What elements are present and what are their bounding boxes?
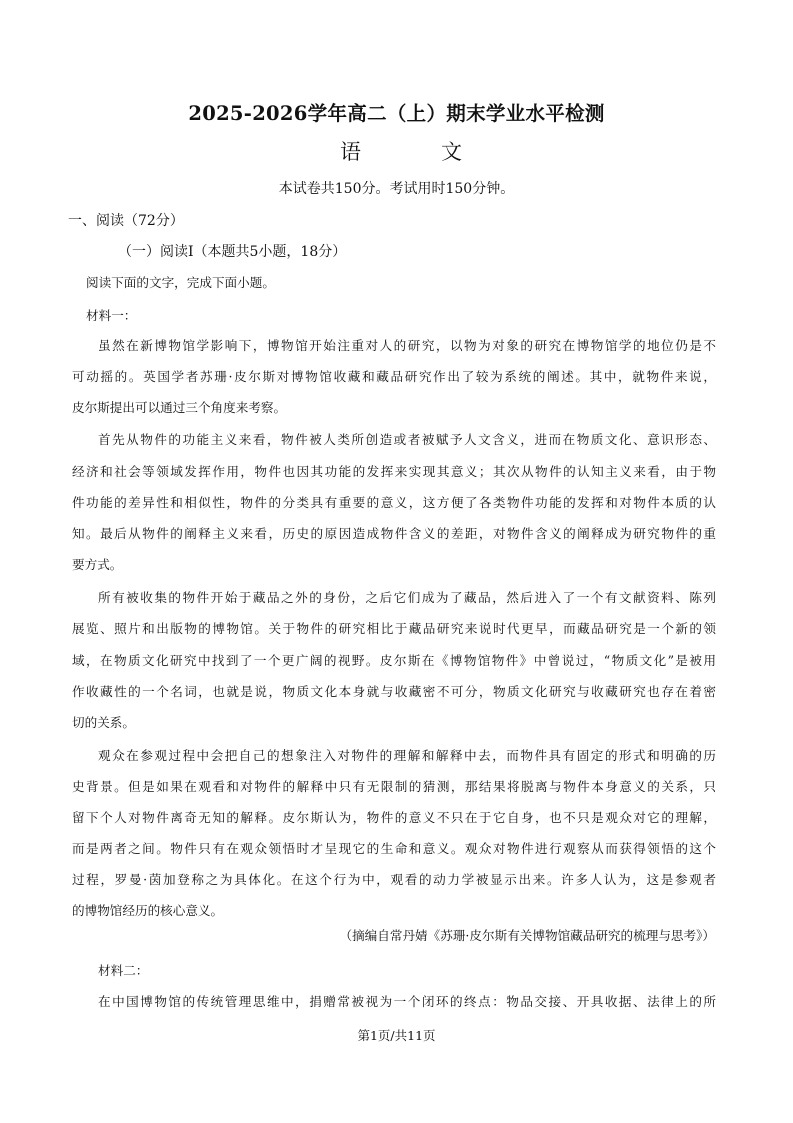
material1-label: 材料一： (86, 308, 137, 323)
text-line: 所有被收集的物件开始于藏品之外的身份，之后它们成为了藏品，然后进入了一个有文献资料、陈列 (98, 590, 716, 605)
source-citation: （摘编自常丹婧《苏珊·皮尔斯有关博物馆藏品研究的梳理与思考》） (339, 928, 715, 943)
text-line: 首先从物件的功能主义来看，物件被人类所创造或者被赋予人文含义，进而在物质文化、意识形态、 (98, 432, 716, 447)
text-line: 知。最后从物件的阐释主义来看，历史的原因造成物件含义的差距，对物件含义的阐释成为研究物件的重 (72, 526, 716, 541)
instruction-text: 阅读下面的文字，完成下面小题。 (86, 275, 275, 290)
text-line: 切的关系。 (72, 715, 135, 730)
text-line: 皮尔斯提出可以通过三个角度来考察。 (72, 400, 287, 415)
text-line: 过程，罗曼·茵加登称之为具体化。在这个行为中，观看的动力学被显示出来。许多人认为，这是参观者 (72, 872, 716, 887)
text-line: 留下个人对物件离奇无知的解释。皮尔斯认为，物件的意义不只在于它自身，也不只是观众对它的理解， (72, 810, 716, 825)
text-line: 经济和社会等领域发挥作用，物件也因其功能的发挥来实现其意义；其次从物件的认知主义来看，由于物 (72, 464, 716, 479)
text-line: 的博物馆经历的核心意义。 (72, 903, 224, 918)
text-line: 而是两者之间。物件只有在观众领悟时才呈现它的生命和意义。观众对物件进行观察从而获得领悟的这个 (72, 841, 716, 856)
page-number: 第1页/共11页 (357, 1028, 436, 1043)
exam-title: 2025-2026学年高二（上）期末学业水平检测 (188, 102, 605, 125)
text-line: 件功能的差异性和相似性，物件的分类具有重要的意义，这方便了各类物件功能的发挥和对物件本质的认 (72, 495, 716, 510)
text-line: 在中国博物馆的传统管理思维中，捐赠常被视为一个闭环的终点：物品交接、开具收据、法律上的所 (98, 994, 716, 1009)
text-line: 可动摇的。英国学者苏珊·皮尔斯对博物馆收藏和藏品研究作出了较为系统的阐述。其中，就物件来说， (72, 369, 716, 384)
section-heading: 一、阅读（72分） (68, 213, 184, 229)
text-line: 观众在参观过程中会把自己的想象注入对物件的理解和解释中去，而物件具有固定的形式和明确的历 (98, 748, 716, 763)
text-line: 虽然在新博物馆学影响下，博物馆开始注重对人的研究，以物为对象的研究在博物馆学的地位仍是不 (98, 338, 716, 353)
text-line: 展览、照片和出版物的博物馆。关于物件的研究相比于藏品研究来说时代更早，而藏品研究是一个新的领 (72, 621, 716, 636)
material2-label: 材料二： (98, 963, 149, 978)
subject-char-1: 语 (340, 140, 361, 164)
subsection-heading: （一）阅读Ⅰ（本题共5小题，18分） (118, 244, 347, 260)
text-line: 史背景。但是如果在观看和对物件的解释中只有无限制的猜测，那结果将脱离与物件本身意义的关系，只 (72, 779, 716, 794)
text-line: 要方式。 (72, 557, 123, 572)
text-line: 域，在物质文化研究中找到了一个更广阔的视野。皮尔斯在《博物馆物件》中曾说过，“物质文化”是被用 (72, 653, 716, 668)
exam-note: 本试卷共150分。考试用时150分钟。 (278, 181, 515, 197)
subject-char-2: 文 (441, 140, 462, 164)
text-line: 作收藏性的一个名词，也就是说，物质文化本身就与收藏密不可分，物质文化研究与收藏研究也存在着密 (72, 684, 716, 699)
